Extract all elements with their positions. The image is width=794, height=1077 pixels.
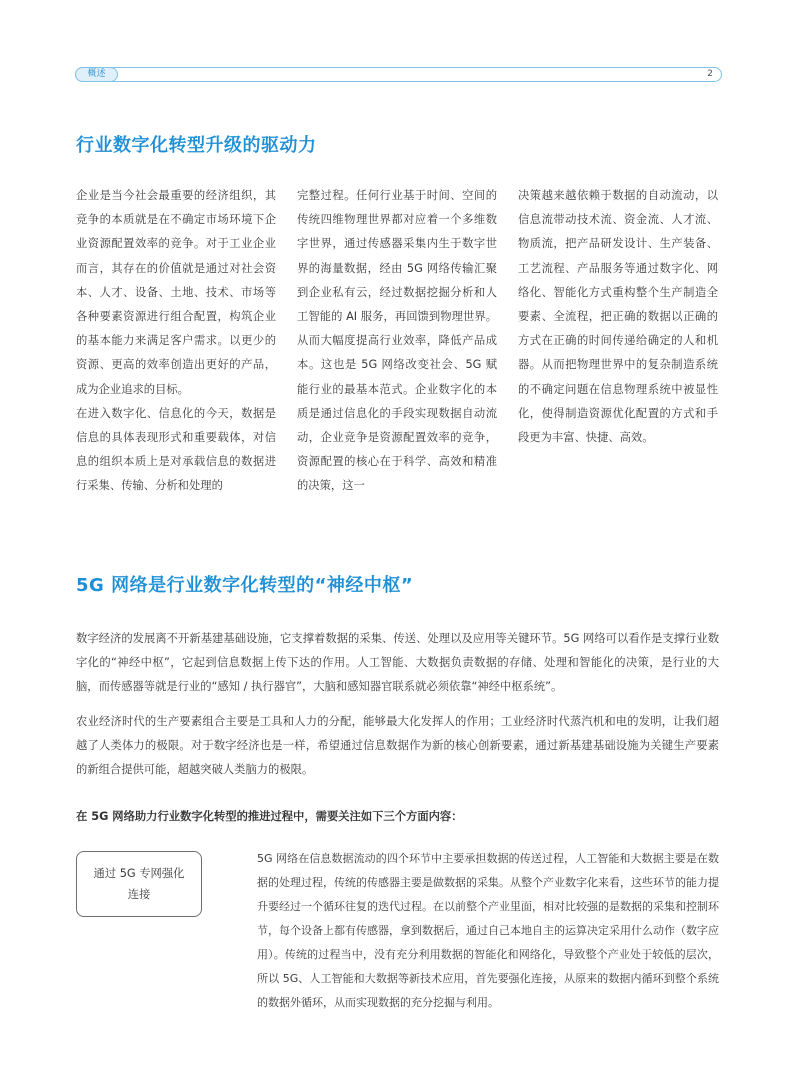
column2-paragraph-1: 完整过程。任何行业基于时间、空间的传统四维物理世界都对应着一个多维数字世界，通过传感器采集内生于数字世界的海量数据，经由 5G 网络传输汇聚到企业私有云，经过数据挖掘分析和人工智能的 AI 服务，再回馈到物理世界。从而大幅度提高行业效率，降低产品成本。这也是 5G 网络改变社会、5G 赋能行业的最基本范式。企业数字化的本质是通过信息化的手段实现数据自动流动，企业竞争是资源配置效率的竞争，资源配置的核心在于科学、高效和精准的决策，这一 bbox=[297, 189, 497, 493]
column1-paragraph-2: 在进入数字化、信息化的今天，数据是信息的具体表现形式和重要载体，对信息的组织本质上是对承载信息的数据进行采集、传输、分析和处理的 bbox=[76, 406, 276, 493]
section-label: 概述 bbox=[75, 67, 118, 82]
section1-title: 行业数字化转型升级的驱动力 bbox=[76, 135, 317, 156]
page-header-bar bbox=[75, 67, 722, 82]
item1-label: 通过 5G 专网强化连接 bbox=[93, 867, 185, 901]
section1-column-2 bbox=[297, 184, 497, 499]
section2-paragraph-2: 农业经济时代的生产要素组合主要是工具和人力的分配，能够最大化发挥人的作用；工业经济时代蒸汽机和电的发明，让我们超越了人类体力的极限。对于数字经济也是一样，希望通过信息数据作为新的核心创新要素，通过新基建基础设施为关键生产要素的新组合提供可能，超越突破人类脑力的极限。 bbox=[76, 715, 719, 776]
page-number: 2 bbox=[707, 69, 713, 79]
item1-description: 5G 网络在信息数据流动的四个环节中主要承担数据的传送过程，人工智能和大数据主要是在数据的处理过程，传统的传感器主要是做数据的采集。从整个产业数字化来看，这些环节的能力提升要经过一个循环往复的迭代过程。在以前整个产业里面，相对比较强的是数据的采集和控制环节，每个设备上都有传感器，拿到数据后，通过自己本地自主的运算决定采用什么动作（数字应用）。传统的过程当中，没有充分利用数据的智能化和网络化，导致整个产业处于较低的层次，所以 5G、人工智能和大数据等新技术应用，首先要强化连接，从原来的数据内循环到整个系统的数据外循环，从而实现数据的充分挖掘与利用。 bbox=[257, 852, 719, 1009]
section2-lead: 在 5G 网络助力行业数字化转型的推进过程中，需要关注如下三个方面内容： bbox=[76, 810, 463, 823]
column3-paragraph-1: 决策越来越依赖于数据的自动流动，以信息流带动技术流、资金流、人才流、物质流，把产品研发设计、生产装备、工艺流程、产品服务等通过数字化、网络化、智能化方式重构整个生产制造全要素、全流程，把正确的数据以正确的方式在正确的时间传递给确定的人和机器。从而把物理世界中的复杂制造系统的不确定问题在信息物理系统中被显性化，使得制造资源优化配置的方式和手段更为丰富、快捷、高效。 bbox=[518, 189, 718, 445]
section1-column-1 bbox=[76, 184, 276, 499]
section2-title: 5G 网络是行业数字化转型的“神经中枢” bbox=[76, 575, 414, 596]
column1-paragraph-1: 企业是当今社会最重要的经济组织，其竞争的本质就是在不确定市场环境下企业资源配置效率的竞争。对于工业企业而言，其存在的价值就是通过对社会资本、人才、设备、土地、技术、市场等各种要素资源进行组合配置，构筑企业的基本能力来满足客户需求。以更少的资源、更高的效率创造出更好的产品，成为企业追求的目标。 bbox=[76, 189, 276, 396]
section2-paragraph-1: 数字经济的发展离不开新基建基础设施，它支撑着数据的采集、传送、处理以及应用等关键环节。5G 网络可以看作是支撑行业数字化的“神经中枢”，它起到信息数据上传下达的作用。人工智能、大数据负责数据的存储、处理和智能化的决策，是行业的大脑，而传感器等就是行业的“感知 / 执行器官”，大脑和感知器官联系就必须依靠“神经中枢系统”。 bbox=[76, 632, 719, 693]
section1-column-3 bbox=[518, 184, 718, 450]
item1-label-box bbox=[76, 851, 202, 917]
